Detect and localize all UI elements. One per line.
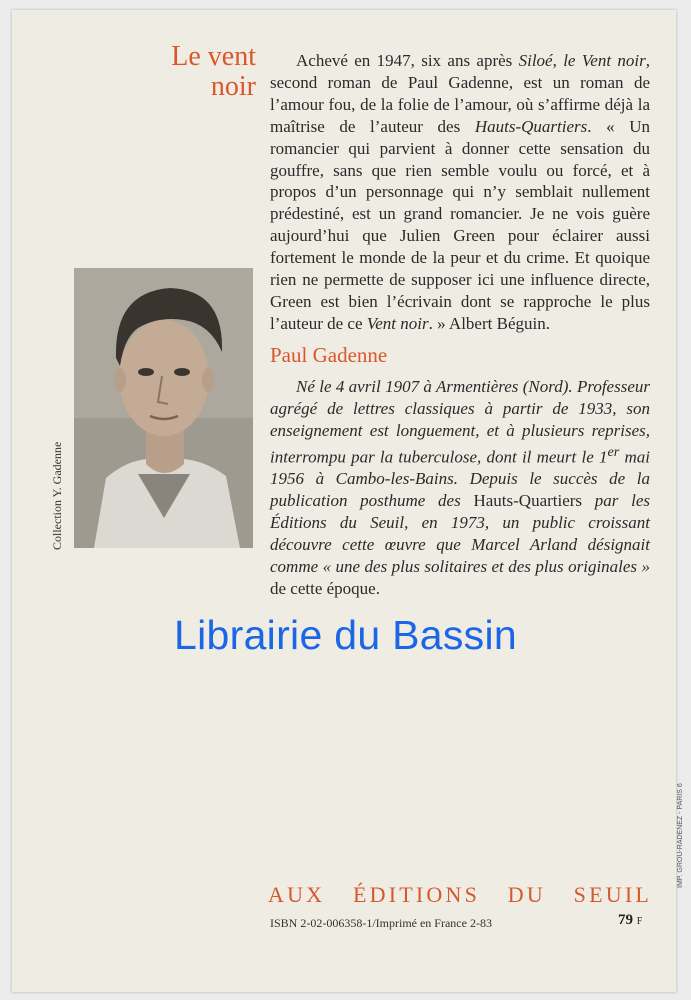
author-biography xyxy=(270,376,650,600)
bio-text-upright: de cette époque. xyxy=(270,578,380,598)
summary-text: , second roman de Paul Gadenne, est un roman de l’amour fou, de la folie de l’amour, où s’affirme déjà la maîtrise de l’auteur des xyxy=(270,51,651,136)
publisher-name: AUX ÉDITIONS DU SEUIL xyxy=(268,882,652,907)
summary-text: , xyxy=(552,51,564,70)
bio-text: mai 1956 à Cambo-les-Bains. Depuis le succès de la publication posthume des xyxy=(270,447,650,511)
isbn-line: ISBN 2-02-006358-1/Imprimé en France 2-83 xyxy=(270,916,492,930)
summary-text: Achevé en 1947, six ans après xyxy=(296,51,519,70)
book-title-line-1: Le vent xyxy=(171,41,256,72)
printer-imprint: IMP. GROU-RADENEZ - PARIS 6 xyxy=(677,783,684,888)
book-title xyxy=(152,42,256,102)
price xyxy=(618,912,642,929)
summary-title-ref: Hauts-Quartiers xyxy=(474,116,588,136)
summary-text: . « Un romancier qui parvient à donner cette sensation du gouffre, sans que rien semble voulu ou forcé, et à propos d’un personnage qui n’y semblait nullement prédestiné, est un grand romancier. Je ne vois guère aujourd’hui que Julien Green pour éclairer aussi fortement le monde de la peur et du crime. Et quoique rien ne permette de supposer ici une influence directe, Green est bien l’écrivain dont se rapproche le plus l’auteur de ce xyxy=(270,116,651,333)
summary-title-ref: Vent noir xyxy=(366,313,429,333)
seller-watermark: Librairie du Bassin xyxy=(174,612,517,658)
price-currency: F xyxy=(636,916,643,927)
author-name-heading: Paul Gadenne xyxy=(270,343,388,367)
book-back-cover xyxy=(12,10,684,992)
bio-text: Né le 4 avril 1907 à Armentières (Nord). Professeur agrégé de lettres classiques à partir de 1933, son enseignement est longuement, et à plusieurs reprises, interrompu par la tuberculose, dont il meurt le 1 xyxy=(270,377,650,467)
photo-credit: Collection Y. Gadenne xyxy=(50,441,64,550)
summary-title-ref: le Vent noir xyxy=(563,51,646,70)
portrait-illustration xyxy=(74,268,253,548)
book-summary xyxy=(270,50,650,335)
author-portrait-photo xyxy=(74,268,253,548)
price-value: 79 xyxy=(618,912,633,928)
summary-text: . » Albert Béguin. xyxy=(428,313,550,333)
summary-title-ref: Siloé xyxy=(518,51,553,70)
book-title-line-2: noir xyxy=(210,71,256,102)
bio-text: par les Éditions du Seuil, en 1973, un public croissant découvre cette œuvre que Marcel Arland désignait comme « une des plus solitaires et des plus originales » xyxy=(270,491,651,576)
bio-title-ref: Hauts-Quartiers xyxy=(473,491,583,511)
bio-superscript: er xyxy=(607,443,620,460)
